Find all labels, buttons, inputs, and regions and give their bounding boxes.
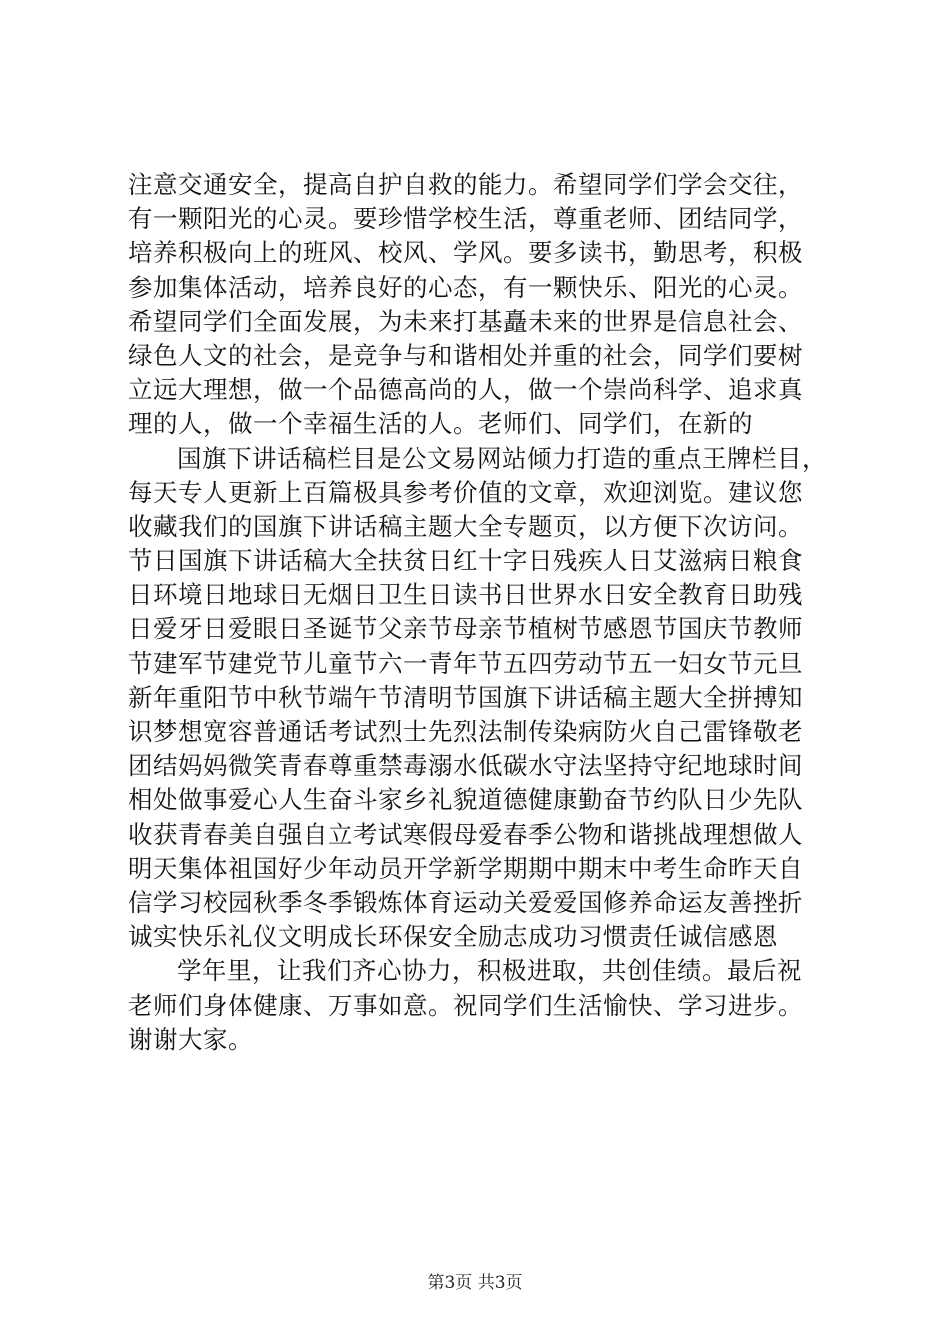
text-line: 识梦想宽容普通话考试烈士先烈法制传染病防火自己雷锋敬老 xyxy=(128,717,803,746)
text-line: 明天集体祖国好少年动员开学新学期期中期末中考生命昨天自 xyxy=(128,853,803,883)
text-line: 相处做事爱心人生奋斗家乡礼貌道德健康勤奋节约队日少先队 xyxy=(128,785,803,815)
text-line: 每天专人更新上百篇极具参考价值的文章，欢迎浏览。建议您 xyxy=(128,477,803,507)
text-line: 学年里，让我们齐心协力，积极进取，共创佳绩。最后祝 xyxy=(177,956,802,986)
document-body xyxy=(128,168,840,1057)
text-line: 收藏我们的国旗下讲话稿主题大全专题页，以方便下次访问。 xyxy=(128,511,803,541)
text-line: 收获青春美自强自立考试寒假母爱春季公物和谐挑战理想做人 xyxy=(128,819,803,849)
text-line: 有一颗阳光的心灵。要珍惜学校生活，尊重老师、团结同学， xyxy=(128,204,803,234)
text-line: 日爱牙日爱眼日圣诞节父亲节母亲节植树节感恩节国庆节教师 xyxy=(128,614,803,644)
text-line: 注意交通安全，提高自护自救的能力。希望同学们学会交往， xyxy=(128,170,803,199)
text-line: 信学习校园秋季冬季锻炼体育运动关爱爱国修养命运友善挫折 xyxy=(128,887,803,917)
text-line: 团结妈妈微笑青春尊重禁毒溺水低碳水守法坚持守纪地球时间 xyxy=(128,751,803,781)
text-line: 参加集体活动，培养良好的心态，有一颗快乐、阳光的心灵。 xyxy=(128,272,803,302)
text-line: 绿色人文的社会，是竞争与和谐相处并重的社会，同学们要树 xyxy=(128,340,803,370)
page-number-footer: 第3页 共3页 xyxy=(427,1273,523,1293)
paragraph-1 xyxy=(128,168,840,442)
text-line: 理的人，做一个幸福生活的人。老师们、同学们，在新的 xyxy=(128,409,753,439)
paragraph-2 xyxy=(128,442,840,955)
text-line: 新年重阳节中秋节端午节清明节国旗下讲话稿主题大全拼搏知 xyxy=(128,682,803,712)
text-line: 老师们身体健康、万事如意。祝同学们生活愉快、学习进步。 xyxy=(128,990,803,1020)
text-line: 诚实快乐礼仪文明成长环保安全励志成功习惯责任诚信感恩 xyxy=(128,922,778,952)
text-line: 立远大理想，做一个品德高尚的人，做一个崇尚科学、追求真 xyxy=(128,375,803,405)
text-line: 培养积极向上的班风、校风、学风。要多读书，勤思考，积极 xyxy=(128,238,803,268)
text-line: 日环境日地球日无烟日卫生日读书日世界水日安全教育日助残 xyxy=(128,580,803,610)
text-line: 国旗下讲话稿栏目是公文易网站倾力打造的重点王牌栏目， xyxy=(177,443,827,473)
text-line: 希望同学们全面发展，为未来打基矗未来的世界是信息社会、 xyxy=(128,306,803,336)
text-line: 谢谢大家。 xyxy=(128,1024,253,1054)
text-line: 节日国旗下讲话稿大全扶贫日红十字日残疾人日艾滋病日粮食 xyxy=(128,546,803,576)
paragraph-3 xyxy=(128,954,840,1057)
text-line: 节建军节建党节儿童节六一青年节五四劳动节五一妇女节元旦 xyxy=(128,648,803,678)
